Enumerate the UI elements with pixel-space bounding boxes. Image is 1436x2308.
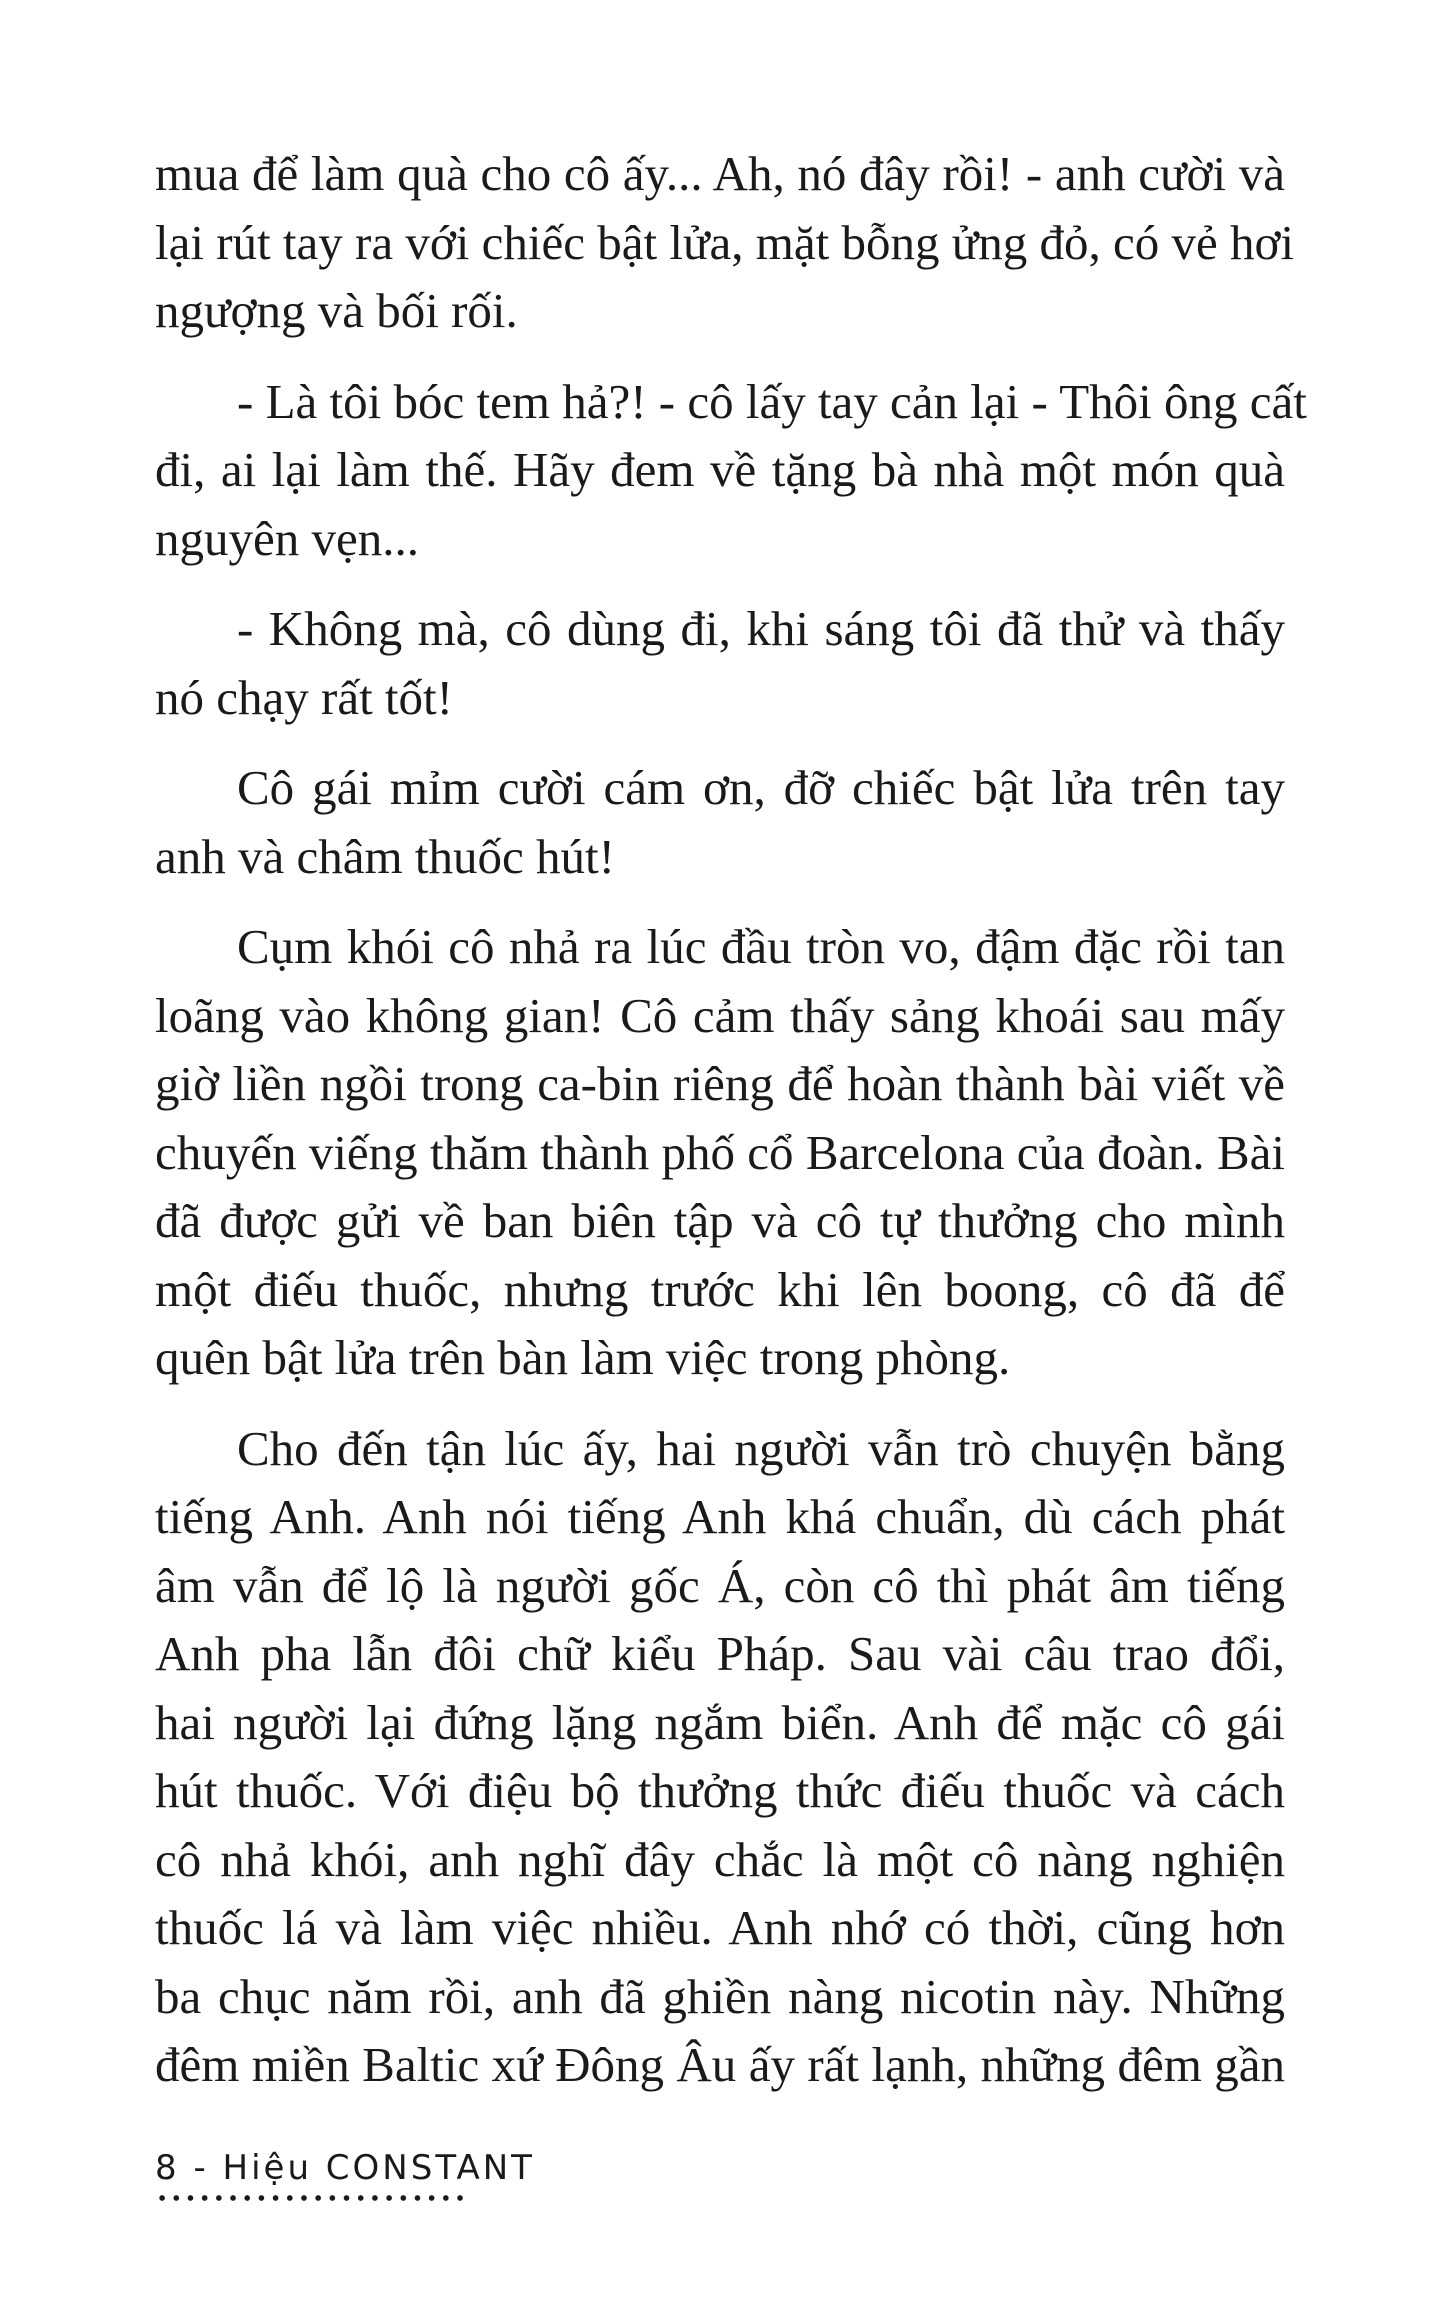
- text-line: giờ liền ngồi trong ca-bin riêng để hoàn thành bài viết về: [155, 1056, 1285, 1111]
- text-line: Cho đến tận lúc ấy, hai người vẫn trò chuyện bằng: [237, 1420, 1285, 1476]
- text-line: mua để làm quà cho cô ấy... Ah, nó đây rồi! - anh cười và: [155, 146, 1285, 201]
- footer-page-label: 8 - Hiệu CONSTANT: [155, 2148, 535, 2188]
- paragraph: [155, 368, 1307, 574]
- text-line: đã được gửi về ban biên tập và cô tự thưởng cho mình: [155, 1193, 1285, 1248]
- paragraph: [155, 140, 1295, 346]
- text-line: nó chạy rất tốt!: [155, 669, 453, 725]
- footer-dotted-rule: [155, 2194, 470, 2202]
- text-line: thuốc lá và làm việc nhiều. Anh nhớ có thời, cũng hơn: [155, 1900, 1285, 1955]
- text-line: loãng vào không gian! Cô cảm thấy sảng khoái sau mấy: [155, 987, 1285, 1043]
- text-line: Anh pha lẫn đôi chữ kiểu Pháp. Sau vài câu trao đổi,: [155, 1626, 1285, 1681]
- text-line: lại rút tay ra với chiếc bật lửa, mặt bỗng ửng đỏ, có vẻ hơi: [155, 214, 1295, 270]
- text-line: Cụm khói cô nhả ra lúc đầu tròn vo, đậm đặc rồi tan: [237, 919, 1285, 974]
- text-line: đêm miền Baltic xứ Đông Âu ấy rất lạnh, những đêm gần: [155, 2037, 1285, 2092]
- paragraph: [155, 595, 1285, 732]
- text-line: một điếu thuốc, nhưng trước khi lên boong, cô đã để: [155, 1261, 1285, 1317]
- text-line: - Không mà, cô dùng đi, khi sáng tôi đã thử và thấy: [237, 601, 1285, 656]
- page-body: [155, 140, 1307, 2122]
- text-line: hút thuốc. Với điệu bộ thưởng thức điếu thuốc và cách: [155, 1763, 1285, 1818]
- text-line: nguyên vẹn...: [155, 510, 419, 566]
- text-line: quên bật lửa trên bàn làm việc trong phòng.: [155, 1330, 1011, 1385]
- text-line: anh và châm thuốc hút!: [155, 828, 615, 884]
- paragraph: [155, 754, 1285, 891]
- text-line: ba chục năm rồi, anh đã ghiền nàng nicotin này. Những: [155, 1968, 1285, 2024]
- paragraph: [155, 913, 1285, 1393]
- paragraph: [155, 1415, 1285, 2100]
- text-line: âm vẫn để lộ là người gốc Á, còn cô thì phát âm tiếng: [155, 1557, 1285, 1613]
- text-line: đi, ai lại làm thế. Hãy đem về tặng bà nhà một món quà: [155, 442, 1285, 497]
- text-line: tiếng Anh. Anh nói tiếng Anh khá chuẩn, dù cách phát: [155, 1489, 1285, 1544]
- text-line: cô nhả khói, anh nghĩ đây chắc là một cô nàng nghiện: [155, 1831, 1285, 1887]
- text-line: chuyến viếng thăm thành phố cổ Barcelona của đoàn. Bài: [155, 1124, 1285, 1180]
- page-footer: [155, 2148, 535, 2202]
- text-line: hai người lại đứng lặng ngắm biển. Anh để mặc cô gái: [155, 1694, 1285, 1750]
- text-line: Cô gái mỉm cười cám ơn, đỡ chiếc bật lửa trên tay: [237, 760, 1285, 815]
- text-line: ngượng và bối rối.: [155, 283, 518, 338]
- text-line: - Là tôi bóc tem hả?! - cô lấy tay cản lại - Thôi ông cất: [237, 373, 1307, 429]
